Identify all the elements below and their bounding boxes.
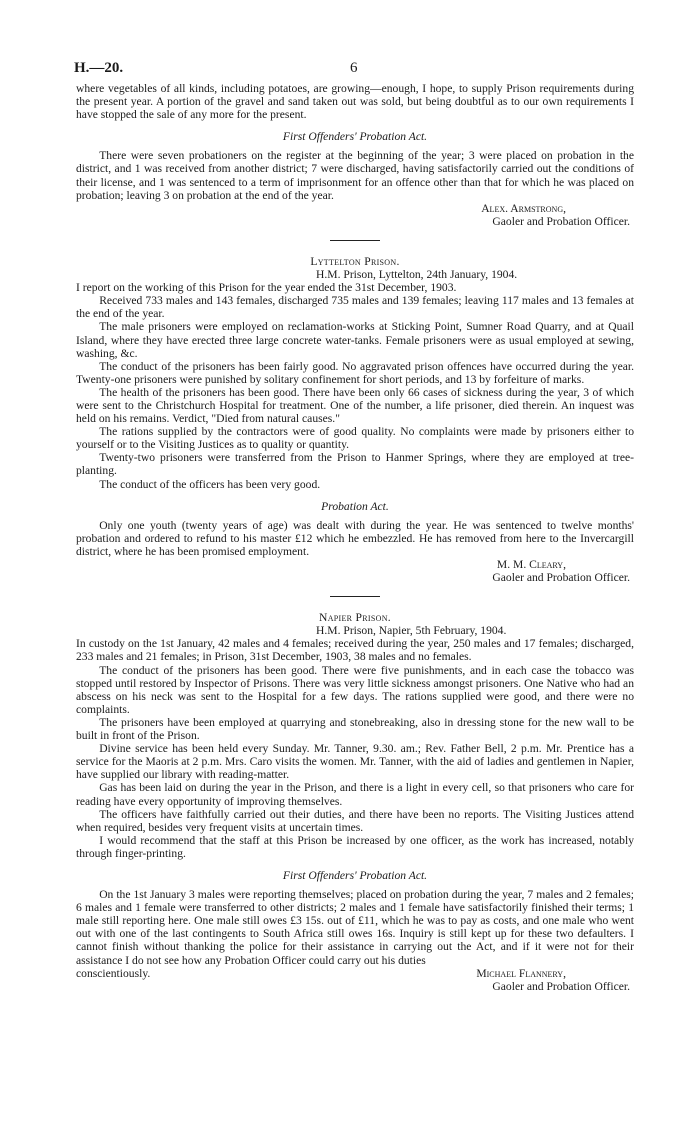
- report-paragraph: Divine service has been held every Sunday. Mr. Tanner, 9.30. am.; Rev. Father Bell, 2 p.m. Mr. Prentice has a service for the Maoris at 2 p.m. Mrs. Caro visits the women. Mr. Tanner, with the aid of ladies and gentlemen in Napier, have supplied our library with reading-matter.: [76, 742, 634, 782]
- signature-block: [76, 967, 634, 993]
- prison-title-lyttelton: Lyttelton Prison.: [310, 254, 400, 268]
- signer-title: Gaoler and Probation Officer.: [492, 571, 630, 585]
- signer-name: Alex. Armstrong,: [481, 201, 566, 215]
- report-paragraph: The prisoners have been employed at quarrying and stonebreaking, also in dressing stone for the new wall to be built in front of the Prison.: [76, 715, 634, 743]
- report-paragraph: Gas has been laid on during the year in the Prison, and there is a light in every cell, so that prisoners who care for reading have every opportunity of improving themselves.: [76, 781, 634, 808]
- signature-block: [76, 558, 634, 584]
- report-paragraph: The conduct of the prisoners has been fairly good. No aggravated prison offences have occurred during the year. Twenty-one prisoners were punished by solitary confinement for short periods, and 13 by forfeiture of marks.: [76, 359, 634, 386]
- dateline-lyttelton: H.M. Prison, Lyttelton, 24th January, 1904.: [316, 268, 518, 282]
- report-paragraph: The officers have faithfully carried out their duties, and there have been no reports. The Visiting Justices attend when required, besides very frequent visits at uncertain times.: [76, 807, 634, 834]
- closing-word: conscientiously.: [76, 966, 151, 980]
- report-paragraph: I would recommend that the staff at this Prison be increased by one officer, as the work has increased, notably through finger-printing.: [76, 833, 634, 860]
- report-paragraph: The health of the prisoners has been good. There have been only 66 cases of sickness during the year, 3 of which were sent to the Christchurch Hospital for treatment. One of the number, a life prisoner, died therein. An inquest was held on his remains. Verdict, "Died from natural causes.": [76, 385, 634, 426]
- signature-block: [76, 202, 634, 228]
- intro-paragraph: where vegetables of all kinds, including potatoes, are growing—enough, I hope, to supply Prison requirements during the present year. A portion of the gravel and sand taken out was sold, but being doubtful as to our own requirements I have stopped the sale of any more for the present.: [76, 82, 634, 122]
- section-divider: [330, 240, 380, 241]
- report-paragraph: The conduct of the prisoners has been good. There were five punishments, and in each case the tobacco was stopped until restored by Inspector of Prisons. There was very little sickness amongst prisoners. One Native who had an abscess on his neck was sent to the Hospital for a few days. The rations supplied were good, and there were no complaints.: [76, 663, 634, 716]
- probation-paragraph: There were seven probationers on the register at the beginning of the year; 3 were placed on probation in the district, and 1 was received from another district; 7 were discharged, having satisfactorily carried out the conditions of their license, and 1 was sentenced to a term of imprisonment for an offence other than that for which he was placed on probation; leaving 3 on probation at the end of the year.: [76, 149, 634, 202]
- document-reference: H.—20.: [74, 60, 124, 76]
- report-paragraph: The male prisoners were employed on reclamation-works at Sticking Point, Sumner Road Quarry, and at Quail Island, where they have erected three large concrete water-tanks. Female prisoners were as usual employed at sewing, washing, &c.: [76, 320, 634, 360]
- signer-title: Gaoler and Probation Officer.: [492, 979, 630, 993]
- section-heading-first-offenders: First Offenders' Probation Act.: [282, 130, 428, 144]
- signer-name: Michael Flannery,: [476, 966, 566, 980]
- report-paragraph: Received 733 males and 143 females, discharged 735 males and 139 females; leaving 117 males and 13 females at the end of the year.: [76, 294, 634, 321]
- dateline-napier: H.M. Prison, Napier, 5th February, 1904.: [316, 624, 507, 638]
- report-paragraph: In custody on the 1st January, 42 males and 4 females; received during the year, 250 males and 17 females; discharged, 233 males and 21 females; in Prison, 31st December, 1903, 38 males and no females.: [76, 637, 634, 664]
- section-divider: [330, 596, 380, 597]
- section-heading-first-offenders: First Offenders' Probation Act.: [282, 868, 428, 882]
- page-header: [76, 60, 634, 82]
- report-paragraph: The conduct of the officers has been very good.: [99, 477, 321, 491]
- signer-title: Gaoler and Probation Officer.: [492, 214, 630, 228]
- page-number: 6: [350, 60, 358, 76]
- report-paragraph: The rations supplied by the contractors were of good quality. No complaints were made by prisoners either to yourself or to the Visiting Justices as to quality or quantity.: [76, 425, 634, 452]
- prison-title-napier: Napier Prison.: [319, 611, 391, 625]
- probation-paragraph: On the 1st January 3 males were reporting themselves; placed on probation during the year, 7 males and 2 females; 6 males and 1 female were transferred to other districts; 2 males and 1 female have satisfactorily finished their terms; 1 male still reporting here. One male still owes £3 15s. out of £11, which he was to pay as costs, and one male who went out with one of the last contingents to South Africa still owes 16s. Inquiry is still kept up for these two defaulters. I cannot finish without thanking the police for their assistance in carrying out the Act, and if it were not for their assistance I do not see how any Probation Officer could carry out his duties: [76, 888, 634, 967]
- probation-paragraph: Only one youth (twenty years of age) was dealt with during the year. He was sentenced to twelve months' probation and ordered to refund to his master £12 which he embezzled. He has removed from here to the Invercargill district, where he has been promised employment.: [76, 518, 634, 558]
- document-page: [76, 60, 634, 993]
- report-paragraph: I report on the working of this Prison for the year ended the 31st December, 1903.: [76, 281, 457, 295]
- report-paragraph: Twenty-two prisoners were transferred from the Prison to Hanmer Springs, where they are employed at tree-planting.: [76, 451, 634, 478]
- section-heading-probation-act: Probation Act.: [321, 499, 389, 513]
- signer-name: M. M. Cleary,: [496, 558, 566, 571]
